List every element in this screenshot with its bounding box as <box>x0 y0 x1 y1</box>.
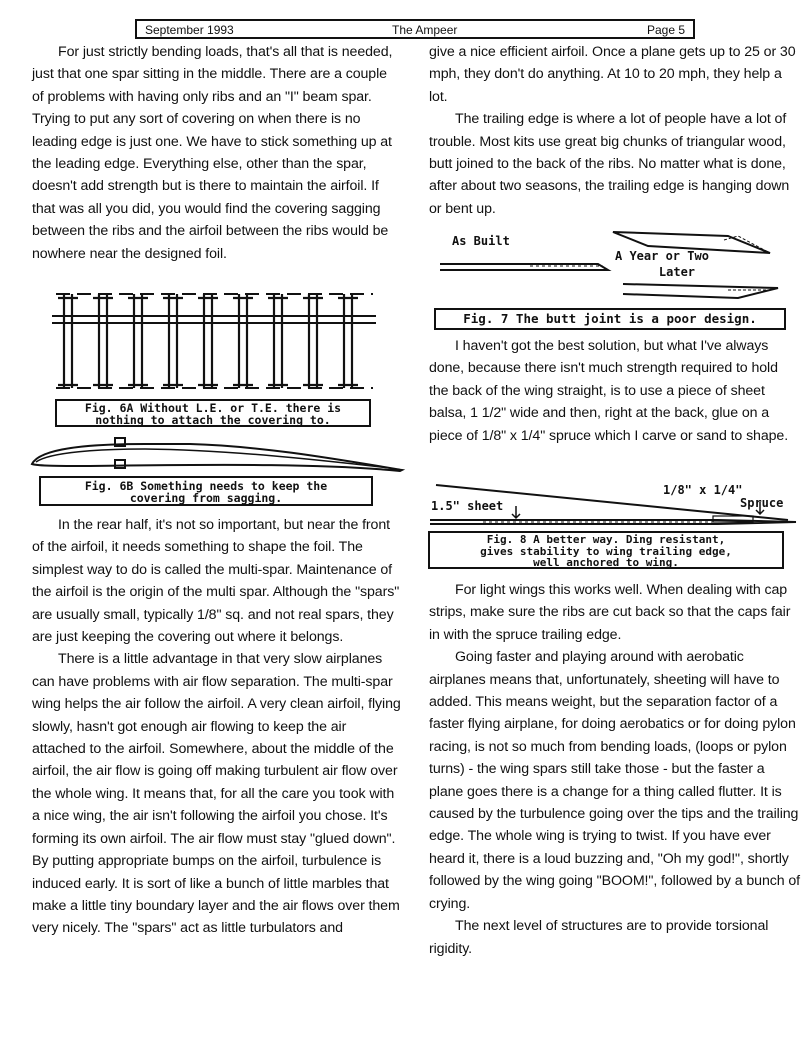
paragraph: For just strictly bending loads, that's all that is needed, just that one spar sitting in the middle. There are a couple of problems with having only ribs and an "I" beam spar. Trying to put any sort of covering on when there is no leading edge is just one. We have to stick something up at the leading edge. Everything else, other than the spar, doesn't add strength but is there to maintain the airfoil. If that was all you did, you would find the covering sagging between the ribs and the airfoil between the ribs would be nowhere near the designed foil. <box>32 44 393 262</box>
fig6a-caption: Fig. 6A Without L.E. or T.E. there is nothing to attach the covering to. <box>55 399 371 427</box>
right-column-block-2 <box>429 335 801 447</box>
right-column-block-1 <box>429 41 801 220</box>
paragraph: There is a little advantage in that very slow airplanes can have problems with air flow separation. The multi-spar wing helps the air follow the airfoil. A very clean airfoil, flying slowly, hasn't got enough air flowing to keep the air attached to the airfoil. Somewhere, about the middle of the airfoil, the air flow is going off making turbulent air flow over the whole wing. It means that, for all the care you took with a nice wing, the air isn't following the airfoil you chose. It's forming its own airfoil. The air flow must stay "glued down". By putting appropriate bumps on the airfoil, turbulence is induced early. It is sort of like a bunch of little marbles that make a little tiny boundary layer and the air flows over them very nicely. The "spars" act as little turbulators and <box>32 651 401 937</box>
header-date: September 1993 <box>145 23 234 37</box>
right-column-block-3 <box>429 579 801 960</box>
fig8-trailing-edge-diagram <box>428 480 800 530</box>
paragraph: Going faster and playing around with aerobatic airplanes means that, unfortunately, sheeting will have to added. This means weight, but the separation factor of a faster flying airplane, for doing aerobatics or for doing pylon racing, is not so much from bending loads, (loops or pylon turns) - the wing spars still take those - but the faster a plane goes there is a change for a thing called flutter. It is caused by the turbulence going over the tips and the trailing edge. The whole wing is trying to twist. If you have ever heard it, there is a loud buzzing and, "Oh my god!", shortly followed by the wing going "BOOM!", followed by a bunch of crying. <box>429 649 800 912</box>
paragraph: The trailing edge is where a lot of people have a lot of trouble. Most kits use great big chunks of triangular wood, butt joined to the back of the ribs. No matter what is done, after about two seasons, the trailing edge is hanging down or bent up. <box>429 111 790 217</box>
fig7-label-year-later: A Year or Two Later <box>615 249 709 279</box>
fig6a-rib-diagram <box>28 290 388 396</box>
paragraph: For light wings this works well. When dealing with cap strips, make sure the ribs are cut back so that the caps fair in with the spruce trailing edge. <box>429 582 791 643</box>
header-page-number: Page 5 <box>647 23 686 37</box>
fig8-label-sheet: 1.5" sheet <box>431 499 504 513</box>
fig8-label-spruce-size: 1/8" x 1/4" <box>663 483 743 497</box>
fig8-caption: Fig. 8 A better way. Ding resistant, gives stability to wing trailing edge, well anchored to wing. <box>428 531 784 569</box>
page-header <box>135 19 695 39</box>
fig6b-caption: Fig. 6B Something needs to keep the covering from sagging. <box>39 476 373 506</box>
fig7-trailing-edge-diagram <box>438 228 788 308</box>
fig6b-airfoil-diagram <box>30 434 405 474</box>
paragraph: In the rear half, it's not so important, but near the front of the airfoil, it needs something to shape the foil. The simplest way to do is called the multi-spar. Maintenance of the airfoil is the origin of the multi spar. Although the "spars" are usually small, typically 1/8" sq. and not real spars, they are just keeping the covering out where it belongs. <box>32 517 400 646</box>
paragraph: give a nice efficient airfoil. Once a plane gets up to 25 or 30 mph, they don't do anything. At 10 to 20 mph, they help a lot. <box>429 44 796 105</box>
fig7-caption: Fig. 7 The butt joint is a poor design. <box>434 308 786 330</box>
left-column-block-1 <box>32 41 402 265</box>
header-title: The Ampeer <box>392 23 458 37</box>
paragraph: I haven't got the best solution, but what I've always done, because there isn't much strength required to hold the back of the wing straight, is to use a piece of sheet balsa, 1 1/2" wide and then, right at the back, glue on a piece of 1/8" x 1/4" spruce which I carve or sand to shape. <box>429 338 789 444</box>
left-column-block-2 <box>32 514 402 940</box>
paragraph: The next level of structures are to provide torsional rigidity. <box>429 918 769 957</box>
fig8-label-spruce: Spruce <box>740 496 784 510</box>
fig7-label-as-built: As Built <box>452 234 510 248</box>
